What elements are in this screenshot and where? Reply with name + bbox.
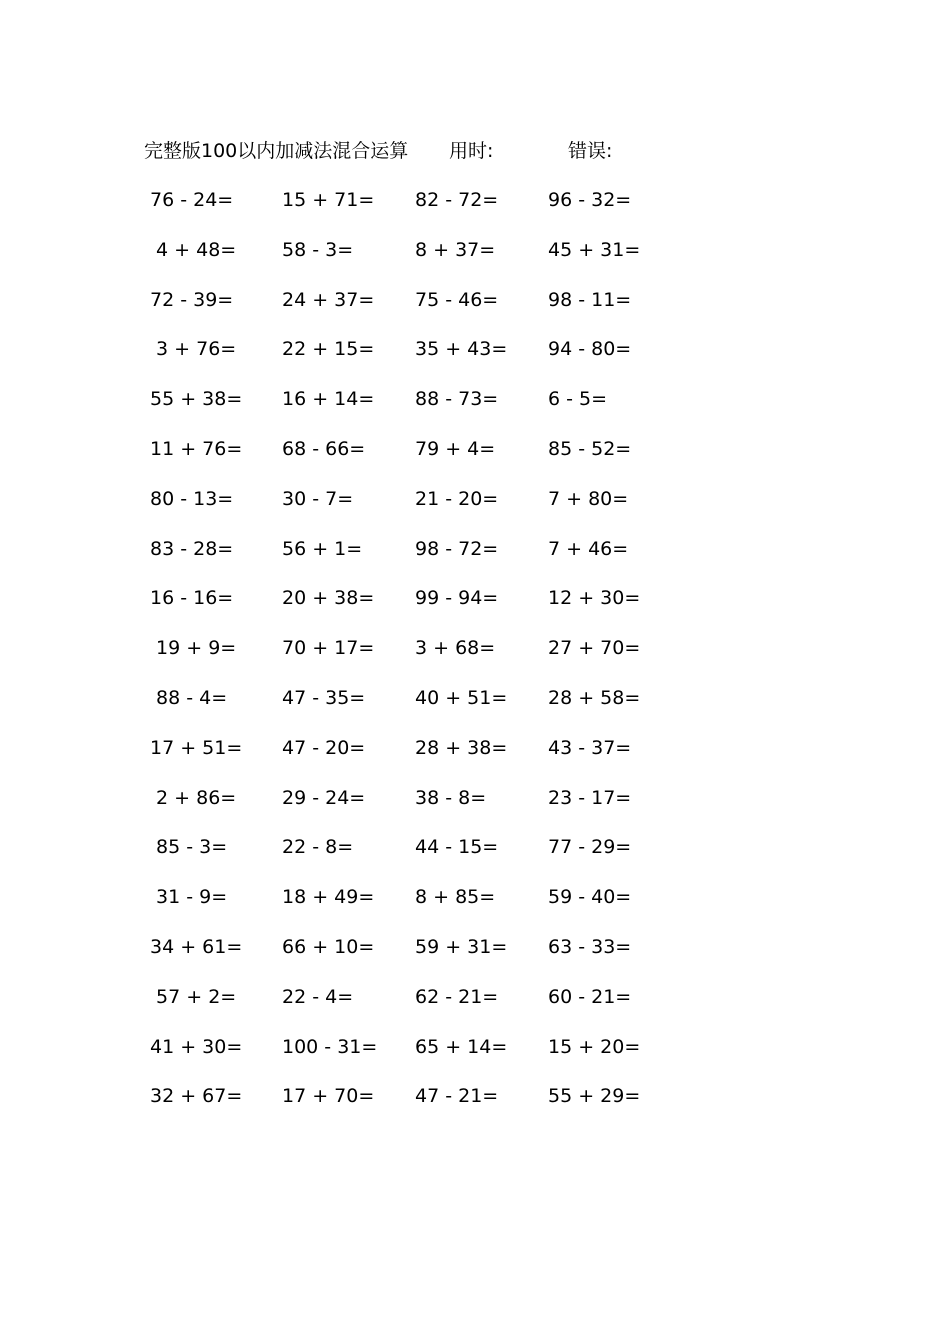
math-problem: 98 - 11=: [548, 288, 632, 311]
math-problem: 60 - 21=: [548, 985, 632, 1008]
math-problem: 3 + 68=: [415, 637, 496, 660]
math-problem: 43 - 37=: [548, 736, 632, 759]
math-problem: 77 - 29=: [548, 836, 632, 859]
problem-row: [0, 1081, 950, 1131]
math-problem: 68 - 66=: [282, 437, 366, 460]
math-problem: 75 - 46=: [415, 288, 499, 311]
math-problem: 30 - 7=: [282, 487, 354, 510]
problem-row: [0, 384, 950, 434]
math-problem: 18 + 49=: [282, 886, 375, 909]
error-label: 错误:: [568, 140, 613, 162]
math-problem: 100 - 31=: [282, 1035, 378, 1058]
math-problem: 57 + 2=: [150, 985, 237, 1008]
math-problem: 65 + 14=: [415, 1035, 508, 1058]
math-problem: 32 + 67=: [150, 1085, 243, 1108]
math-problem: 58 - 3=: [282, 238, 354, 261]
math-problem: 40 + 51=: [415, 686, 508, 709]
math-problem: 94 - 80=: [548, 338, 632, 361]
math-problem: 88 - 73=: [415, 388, 499, 411]
problem-row: [0, 285, 950, 335]
math-problem: 99 - 94=: [415, 587, 499, 610]
math-problem: 24 + 37=: [282, 288, 375, 311]
math-problem: 27 + 70=: [548, 637, 641, 660]
math-problem: 17 + 70=: [282, 1085, 375, 1108]
problem-row: [0, 434, 950, 484]
math-problem: 7 + 80=: [548, 487, 629, 510]
worksheet-header: [0, 137, 950, 165]
math-problem: 98 - 72=: [415, 537, 499, 560]
math-problem: 22 - 4=: [282, 985, 354, 1008]
math-problem: 59 - 40=: [548, 886, 632, 909]
math-problem: 47 - 35=: [282, 686, 366, 709]
time-label: 用时:: [449, 140, 494, 162]
math-problem: 80 - 13=: [150, 487, 234, 510]
math-problem: 21 - 20=: [415, 487, 499, 510]
math-problem: 44 - 15=: [415, 836, 499, 859]
math-problem: 7 + 46=: [548, 537, 629, 560]
math-problem: 12 + 30=: [548, 587, 641, 610]
math-problem: 62 - 21=: [415, 985, 499, 1008]
math-problem: 28 + 58=: [548, 686, 641, 709]
math-problem: 28 + 38=: [415, 736, 508, 759]
math-problem: 59 + 31=: [415, 935, 508, 958]
math-problem: 66 + 10=: [282, 935, 375, 958]
problem-row: [0, 534, 950, 584]
math-problem: 16 - 16=: [150, 587, 234, 610]
math-problem: 96 - 32=: [548, 189, 632, 211]
problem-row: [0, 932, 950, 982]
math-problem: 19 + 9=: [150, 637, 237, 660]
math-problem: 83 - 28=: [150, 537, 234, 560]
problem-row: [0, 235, 950, 285]
problem-row: [0, 982, 950, 1032]
math-problem: 72 - 39=: [150, 288, 234, 311]
math-problem: 47 - 20=: [282, 736, 366, 759]
math-problem: 45 + 31=: [548, 238, 641, 261]
math-problem: 76 - 24=: [150, 189, 234, 211]
math-problem: 85 - 52=: [548, 437, 632, 460]
math-problem: 15 + 71=: [282, 189, 375, 211]
math-problem: 16 + 14=: [282, 388, 375, 411]
math-problem: 56 + 1=: [282, 537, 363, 560]
math-problem: 31 - 9=: [150, 886, 228, 909]
problem-row: [0, 633, 950, 683]
math-problem: 22 - 8=: [282, 836, 354, 859]
math-problem: 38 - 8=: [415, 786, 487, 809]
math-problem: 22 + 15=: [282, 338, 375, 361]
worksheet-title: 完整版100以内加减法混合运算: [144, 140, 409, 162]
problem-row: [0, 583, 950, 633]
problem-row: [0, 1032, 950, 1082]
problem-row: [0, 185, 950, 235]
problem-row: [0, 484, 950, 534]
math-problem: 29 - 24=: [282, 786, 366, 809]
problem-row: [0, 733, 950, 783]
math-problem: 23 - 17=: [548, 786, 632, 809]
math-problem: 82 - 72=: [415, 189, 499, 211]
math-problem: 85 - 3=: [150, 836, 228, 859]
math-problem: 20 + 38=: [282, 587, 375, 610]
math-problem: 17 + 51=: [150, 736, 243, 759]
math-problem: 63 - 33=: [548, 935, 632, 958]
math-problem: 3 + 76=: [150, 338, 237, 361]
math-problem: 55 + 29=: [548, 1085, 641, 1108]
math-problem: 15 + 20=: [548, 1035, 641, 1058]
math-problem: 88 - 4=: [150, 686, 228, 709]
math-problem: 35 + 43=: [415, 338, 508, 361]
problem-row: [0, 882, 950, 932]
problem-row: [0, 683, 950, 733]
math-problem: 4 + 48=: [150, 238, 237, 261]
math-problem: 11 + 76=: [150, 437, 243, 460]
math-problem: 55 + 38=: [150, 388, 243, 411]
math-problem: 41 + 30=: [150, 1035, 243, 1058]
math-problem: 47 - 21=: [415, 1085, 499, 1108]
math-problem: 8 + 85=: [415, 886, 496, 909]
math-problem: 70 + 17=: [282, 637, 375, 660]
math-problem: 6 - 5=: [548, 388, 608, 411]
math-problem: 79 + 4=: [415, 437, 496, 460]
problem-row: [0, 334, 950, 384]
math-problem: 2 + 86=: [150, 786, 237, 809]
math-problem: 34 + 61=: [150, 935, 243, 958]
problem-row: [0, 783, 950, 833]
problem-row: [0, 832, 950, 882]
problem-grid: [0, 185, 950, 1131]
math-problem: 8 + 37=: [415, 238, 496, 261]
